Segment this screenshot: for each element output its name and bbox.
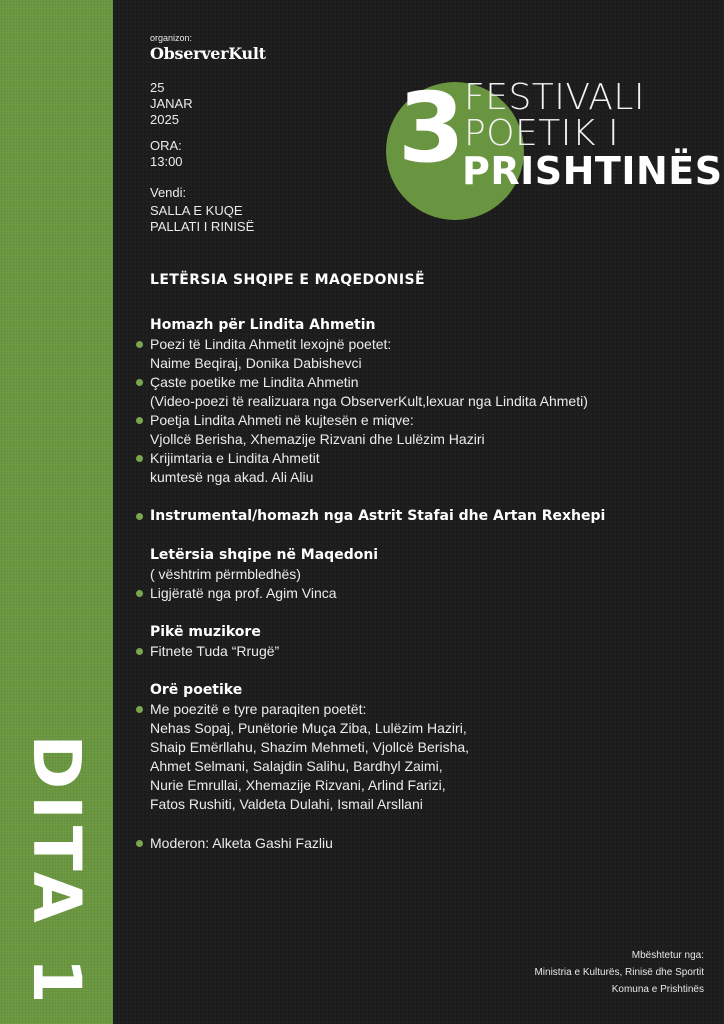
program-line: kumtesë nga akad. Ali Aliu	[150, 469, 314, 485]
organizer-block	[150, 33, 266, 63]
day-label: DITA 1	[18, 734, 95, 1010]
program	[150, 272, 670, 853]
venue-line-2: PALLATI I RINISË	[150, 219, 255, 234]
program-item: Me poezitë e tyre paraqiten poetët:	[150, 700, 670, 719]
date-year: 2025	[150, 112, 179, 127]
program-item: Fitnete Tuda “Rrugë”	[150, 642, 670, 661]
organizer-label: organizon:	[150, 33, 193, 43]
program-item: Çaste poetike me Lindita Ahmetin	[150, 373, 670, 392]
venue-block	[150, 185, 254, 235]
support-block	[534, 947, 704, 998]
homage-title: Homazh për Lindita Ahmetin	[150, 317, 376, 333]
festival-title-line-1: FESTIVALI	[464, 77, 646, 118]
program-line: (Video-poezi të realizuara nga ObserverKult,lexuar nga Lindita Ahmeti)	[150, 393, 588, 409]
support-ministry: Ministria e Kulturës, Rinisë dhe Sportit	[534, 967, 704, 978]
program-item: Poetja Lindita Ahmeti në kujtesën e miqve:	[150, 411, 670, 430]
moderator-item: Moderon: Alketa Gashi Fazliu	[150, 834, 670, 853]
poetic-hour-title: Orë poetike	[150, 682, 243, 698]
support-municipality: Komuna e Prishtinës	[611, 984, 704, 995]
program-item: Poezi të Lindita Ahmetit lexojnë poetet:	[150, 335, 670, 354]
program-line: Shaip Emërllahu, Shazim Mehmeti, Vjollcë Berisha,	[150, 739, 470, 755]
program-line: Vjollcë Berisha, Xhemazije Rizvani dhe Lulëzim Haziri	[150, 431, 485, 447]
macedonia-title: Letërsia shqipe në Maqedoni	[150, 547, 379, 563]
festival-number: 3	[398, 72, 465, 184]
date-day: 25	[150, 80, 165, 95]
instrumental-item: Instrumental/homazh nga Astrit Stafai dhe Artan Rexhepi	[150, 507, 670, 526]
program-line: Naime Beqiraj, Donika Dabishevci	[150, 355, 362, 371]
section-title: LETËRSIA SHQIPE E MAQEDONISË	[150, 272, 425, 288]
date-month: JANAR	[150, 96, 193, 111]
venue-line-1: SALLA E KUQE	[150, 203, 243, 218]
festival-title-line-3: PRISHTINËS	[462, 149, 723, 193]
venue-label: Vendi:	[150, 185, 187, 200]
organizer-logo: ObserverKult	[150, 44, 266, 63]
program-item: Ligjëratë nga prof. Agim Vinca	[150, 584, 670, 603]
music-title: Pikë muzikore	[150, 624, 261, 640]
time-value: 13:00	[150, 154, 183, 169]
program-line: ( vështrim përmbledhës)	[150, 566, 301, 582]
program-line: Ahmet Selmani, Salajdin Salihu, Bardhyl Zaimi,	[150, 758, 443, 774]
date-block	[150, 80, 193, 128]
time-block	[150, 138, 183, 170]
program-line: Nehas Sopaj, Punëtorie Muça Ziba, Lulëzim Haziri,	[150, 720, 467, 736]
program-line: Fatos Rushiti, Valdeta Dulahi, Ismail Arsllani	[150, 796, 423, 812]
program-line: Nurie Emrullai, Xhemazije Rizvani, Arlind Farizi,	[150, 777, 446, 793]
support-label: Mbështetur nga:	[631, 950, 704, 961]
program-item: Krijimtaria e Lindita Ahmetit	[150, 449, 670, 468]
festival-title-line-2: POETIK I	[464, 113, 620, 154]
time-label: ORA:	[150, 138, 182, 153]
